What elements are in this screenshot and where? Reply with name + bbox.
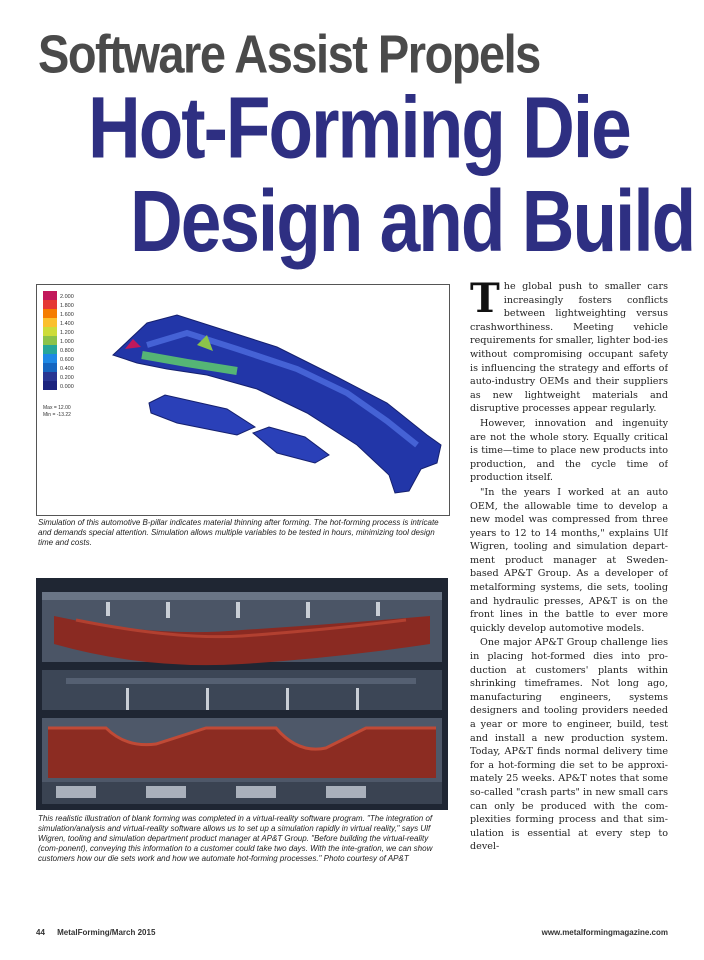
legend-value: 1.200: [60, 330, 74, 336]
footer-left: [36, 928, 155, 937]
legend-value: 1.600: [60, 312, 74, 318]
b-pillar-segment-left: [149, 395, 255, 435]
headline-line-2: Design and Build: [130, 173, 695, 271]
article-kicker: Software Assist Propels: [38, 23, 540, 85]
body-paragraph-3: "In the years I worked at an auto OEM, the allowable time to develop a new model was compressed from three years to 12 to 14 months," explains Ulf Wigren, tooling and simulation depart-ment product manager at Sweden-based AP&T Group. As a developer of metalforming systems, die sets, tooling and hydraulic presses, AP&T is on the front lines in the battle to ever more quickly develop automotive models.: [470, 486, 668, 634]
legend-min-stat: Min = -13.22: [43, 412, 71, 418]
legend-swatch: [43, 354, 57, 363]
legend-value: 2.000: [60, 294, 74, 300]
page-number: 44: [36, 928, 45, 937]
body-paragraph-2: However, innovation and ingenuity are not the whole story. Equally critical is time—time to place new products into production, and the cycle time of production itself.: [470, 417, 668, 484]
article-body: [470, 280, 668, 912]
legend-value: 0.400: [60, 366, 74, 372]
legend-swatch: [43, 372, 57, 381]
figure1-caption: Simulation of this automotive B-pillar indicates material thinning after forming. The hot-forming process is intricate and demands special attention. Simulation allows multiple variables to be tested in hours, minimizing tool design time and costs.: [38, 518, 439, 547]
legend-swatch: [43, 363, 57, 372]
website-link[interactable]: www.metalformingmagazine.com: [541, 928, 668, 937]
b-pillar-simulation-image: [37, 285, 449, 515]
virtual-reality-die-figure: [36, 578, 448, 810]
legend-value: 0.000: [60, 384, 74, 390]
b-pillar-segment-right: [253, 427, 329, 463]
publication-issue: MetalForming/March 2015: [57, 928, 156, 937]
legend-swatch: [43, 291, 57, 300]
legend-value: 0.200: [60, 375, 74, 381]
simulation-figure: [36, 284, 450, 516]
legend-swatch: [43, 336, 57, 345]
legend-swatch: [43, 345, 57, 354]
legend-swatch: [43, 318, 57, 327]
headline-line-1: Hot-Forming Die: [88, 79, 630, 177]
legend-swatch: [43, 327, 57, 336]
thickness-legend: [43, 291, 74, 390]
legend-value: 0.800: [60, 348, 74, 354]
figure2-caption: This realistic illustration of blank forming was completed in a virtual-reality software program. "The integration of simulation/analysis and virtual-reality software allows us to set up a simulation rapidly in virtual reality," says Ulf Wigren, tooling and simulation department product manager at AP&T Group. "Before building the virtual-reality (com-ponent), conveying this information to a customer could take two days. With the inte-gration, we can show customers how our die sets work and how we automate hot-forming processes." Photo courtesy of AP&T: [38, 814, 433, 863]
legend-max-stat: Max = 12.00: [43, 405, 71, 411]
legend-value: 1.800: [60, 303, 74, 309]
legend-swatch: [43, 309, 57, 318]
legend-value: 1.000: [60, 339, 74, 345]
die-illustration-image: [36, 578, 448, 810]
legend-swatch: [43, 381, 57, 390]
body-paragraph-1: The global push to smaller cars increasingly fosters conflicts between lightweighting versus crashworthiness. Meeting vehicle requirements for smaller, lighter bod-ies without compromising occupant safety is influencing the strategy and efforts of auto-industry OEMs and their suppliers as new lightweight materials and disruptive processes appear regularly.: [470, 280, 668, 415]
legend-value: 1.400: [60, 321, 74, 327]
legend-value: 0.600: [60, 357, 74, 363]
article-headline: [88, 79, 695, 271]
drop-cap: T: [470, 280, 500, 322]
body-paragraph-4: One major AP&T Group challenge lies in placing hot-formed dies into pro-duction at customers' plants within shrinking timeframes. Not long ago, manufacturing engineers, systems designers and tooling providers needed a year or more to engineer, build, test and install a new production system. Today, AP&T finds normal delivery time for a hot-forming die set to be approxi-mately 25 weeks. AP&T notes that some so-called "crash parts" in new small cars can only be produced with the com-plexities forming process and that sim-ulation is essential at every step to devel-: [470, 637, 668, 853]
legend-swatch: [43, 300, 57, 309]
page-footer: [36, 928, 668, 942]
